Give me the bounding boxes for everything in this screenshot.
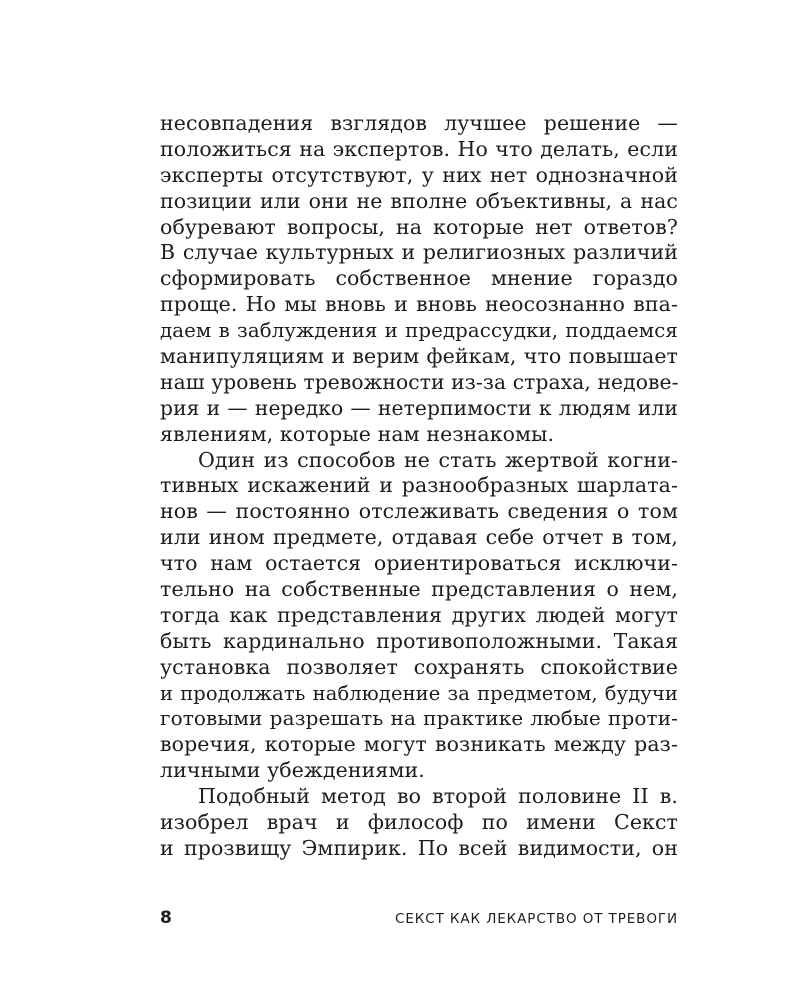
- text-line: Один из способов не стать жертвой когни-: [198, 447, 678, 472]
- text-line: тивных искажений и разнообразных шарлата-: [160, 473, 678, 498]
- text-line: эксперты отсутствуют, у них нет однозначной: [160, 162, 678, 187]
- text-line: установка позволяет сохранять спокойствие: [160, 654, 678, 679]
- text-line: тельно на собственные представления о нем,: [160, 577, 678, 602]
- text-line: манипуляциям и верим фейкам, что повышает: [160, 344, 678, 369]
- text-line: быть кардинально противоположными. Такая: [160, 628, 678, 653]
- page-number: 8: [160, 908, 172, 928]
- text-line: явлениям, которые нам незнакомы.: [160, 421, 555, 446]
- text-line: рия и — нередко — нетерпимости к людям или: [160, 395, 678, 420]
- body-text: [160, 111, 678, 862]
- text-line: что нам остается ориентироваться исключи-: [160, 551, 678, 576]
- text-line: положиться на экспертов. Но что делать, если: [160, 136, 678, 161]
- text-line: нов — постоянно отслеживать сведения о том: [160, 499, 678, 524]
- text-line: даем в заблуждения и предрассудки, поддаемся: [160, 319, 678, 343]
- text-line: готовыми разрешать на практике любые проти-: [160, 706, 678, 731]
- text-line: сформировать собственное мнение гораздо: [160, 266, 678, 291]
- text-line: проще. Но мы вновь и вновь неосознанно впа-: [160, 292, 678, 317]
- text-line: Подобный метод во второй половине II в.: [198, 784, 678, 809]
- text-line: и прозвищу Эмпирик. По всей видимости, он: [160, 835, 678, 860]
- page-footer: [160, 908, 678, 930]
- text-line: несовпадения взглядов лучшее решение —: [160, 111, 678, 135]
- text-line: изобрел врач и философ по имени Секст: [160, 810, 678, 835]
- text-line: воречия, которые могут возникать между раз-: [160, 732, 678, 757]
- text-line: тогда как представления других людей могут: [160, 602, 678, 627]
- text-line: обуревают вопросы, на которые нет ответов?: [160, 214, 678, 239]
- text-line: наш уровень тревожности из-за страха, недове-: [160, 369, 679, 394]
- text-line: или ином предмете, отдавая себе отчет в том,: [160, 525, 678, 550]
- text-line: В случае культурных и религиозных различий: [160, 240, 678, 265]
- running-head: СЕКСТ КАК ЛЕКАРСТВО ОТ ТРЕВОГИ: [395, 911, 678, 927]
- text-line: и продолжать наблюдение за предметом, будучи: [160, 681, 678, 705]
- text-line: позиции или они не вполне объективны, а нас: [160, 188, 678, 213]
- text-line: личными убеждениями.: [160, 758, 425, 783]
